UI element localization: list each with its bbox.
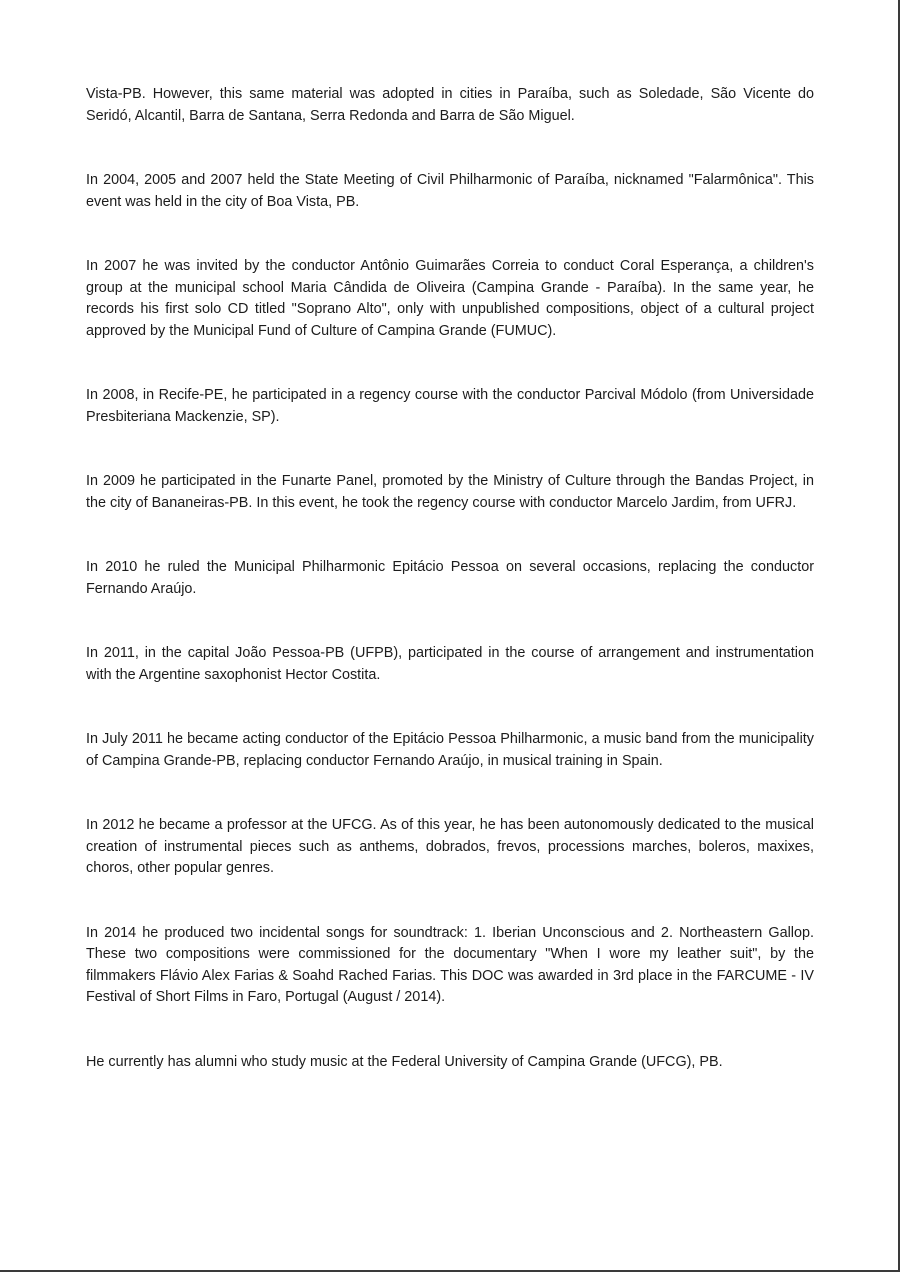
paragraph-2011-ufpb: In 2011, in the capital João Pessoa-PB (UFPB), participated in the course of arrangement and instrumentation with the Argentine saxophonist Hector Costita. bbox=[86, 645, 814, 683]
paragraph-2014-soundtrack: In 2014 he produced two incidental songs for soundtrack: 1. Iberian Unconscious and 2. Northeastern Gallop. These two compositions were commissioned for the documentary "When I wore my leather suit", by the filmmakers Flávio Alex Farias & Soahd Rached Farias. This DOC was awarded in 3rd place in the FARCUME - IV Festival of Short Films in Faro, Portugal (August / 2014). bbox=[86, 924, 814, 1005]
paragraph-2007-coral: In 2007 he was invited by the conductor Antônio Guimarães Correia to conduct Coral Esperança, a children's group at the municipal school Maria Cândida de Oliveira (Campina Grande - Paraíba). In the same year, he records his first solo CD titled "Soprano Alto", only with unpublished compositions, object of a cultural project approved by the Municipal Fund of Culture of Campina Grande (FUMUC). bbox=[86, 258, 814, 339]
paragraph-2010-philharmonic: In 2010 he ruled the Municipal Philharmonic Epitácio Pessoa on several occasions, replacing the conductor Fernando Araújo. bbox=[86, 559, 814, 597]
paragraph-2012-ufcg: In 2012 he became a professor at the UFCG. As of this year, he has been autonomously dedicated to the musical creation of instrumental pieces such as anthems, dobrados, frevos, processions marches, boleros, maxixes, choros, other popular genres. bbox=[86, 817, 814, 876]
paragraph-current-alumni: He currently has alumni who study music at the Federal University of Campina Grande (UFCG), PB. bbox=[86, 1053, 723, 1070]
paragraph-2011-acting-conductor: In July 2011 he became acting conductor of the Epitácio Pessoa Philharmonic, a music band from the municipality of Campina Grande-PB, replacing conductor Fernando Araújo, in musical training in Spain. bbox=[86, 731, 814, 769]
document-body bbox=[86, 84, 814, 1073]
paragraph-2004-state-meeting: In 2004, 2005 and 2007 held the State Meeting of Civil Philharmonic of Paraíba, nicknamed "Falarmônica". This event was held in the city of Boa Vista, PB. bbox=[86, 172, 814, 210]
paragraph-2009-funarte: In 2009 he participated in the Funarte Panel, promoted by the Ministry of Culture through the Bandas Project, in the city of Bananeiras-PB. In this event, he took the regency course with conductor Marcelo Jardim, from UFRJ. bbox=[86, 473, 814, 511]
paragraph-cities: Vista-PB. However, this same material was adopted in cities in Paraíba, such as Soledade, São Vicente do Seridó, Alcantil, Barra de Santana, Serra Redonda and Barra de São Miguel. bbox=[86, 86, 814, 124]
paragraph-2008-recife: In 2008, in Recife-PE, he participated in a regency course with the conductor Parcival Módolo (from Universidade Presbiteriana Mackenzie, SP). bbox=[86, 387, 814, 425]
